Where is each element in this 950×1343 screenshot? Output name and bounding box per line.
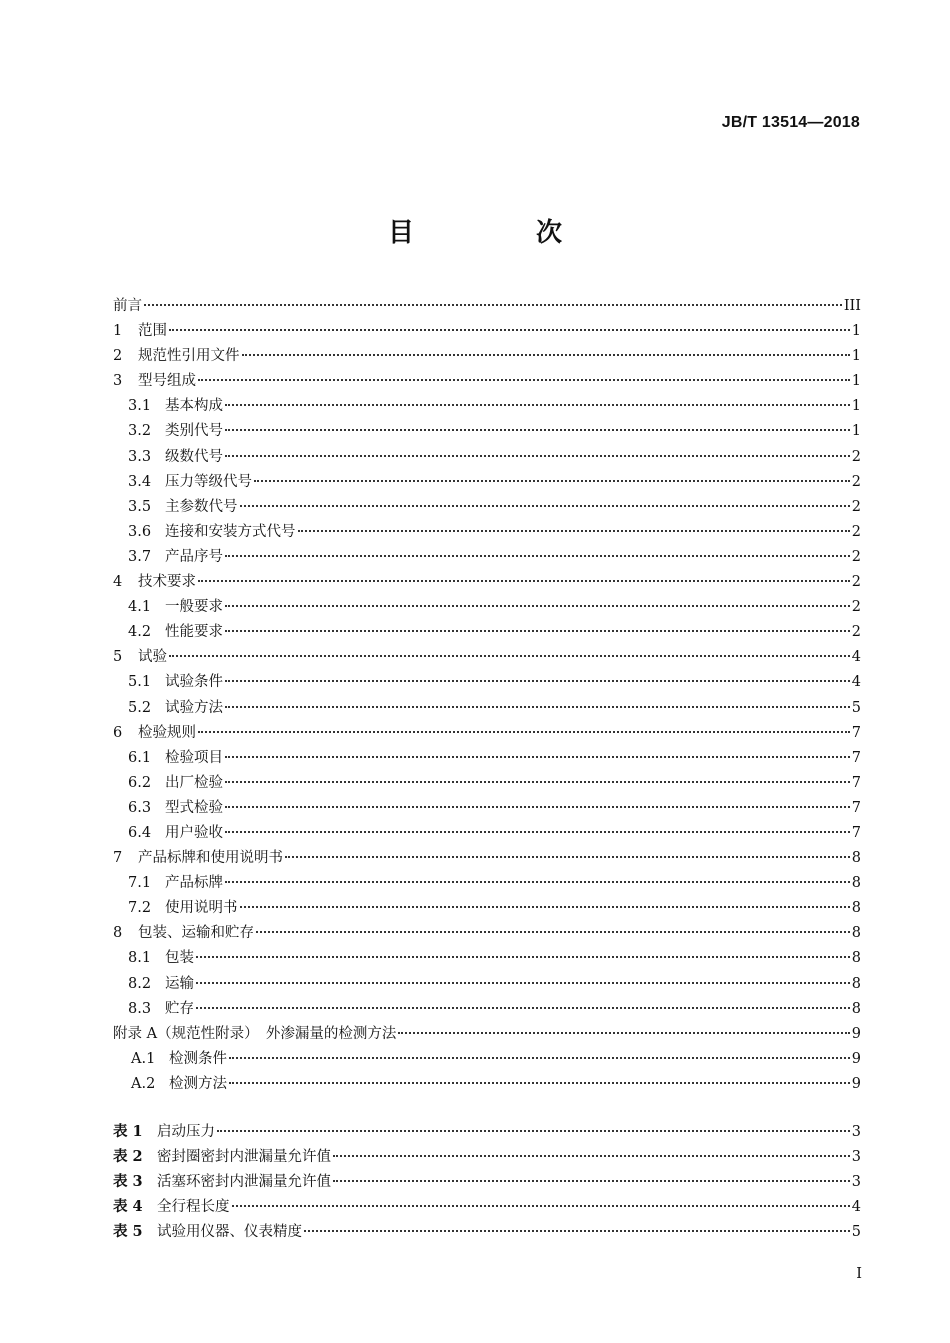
dot-leader (225, 881, 850, 883)
entry-page: 5 (851, 1223, 861, 1240)
entry-page: 4 (851, 674, 861, 691)
toc-entry[interactable] (113, 1072, 861, 1097)
dot-leader (232, 1205, 850, 1207)
toc-entry[interactable] (113, 796, 861, 821)
entry-page: 7 (851, 724, 861, 741)
entry-page: 7 (851, 824, 861, 841)
entry-number: 表 1 (113, 1123, 143, 1140)
entry-page: 8 (851, 975, 861, 992)
entry-page: 1 (851, 323, 861, 340)
dot-leader (240, 505, 850, 507)
entry-page: 3 (851, 1148, 861, 1165)
entry-title: 包装、运输和贮存 (138, 925, 254, 942)
table-entry[interactable] (113, 1120, 861, 1145)
entry-page: 2 (851, 548, 861, 565)
entry-title: 型号组成 (138, 373, 196, 390)
entry-title: 技术要求 (138, 574, 196, 591)
entry-page: 2 (851, 574, 861, 591)
dot-leader (240, 906, 850, 908)
toc-entry[interactable] (113, 696, 861, 721)
entry-page: 2 (851, 473, 861, 490)
entry-page: 3 (851, 1173, 861, 1190)
toc-entry[interactable] (113, 846, 861, 871)
entry-number: 3.5 (128, 498, 152, 515)
entry-page: 8 (851, 900, 861, 917)
toc-entry[interactable] (113, 721, 861, 746)
entry-page: 8 (851, 1000, 861, 1017)
table-of-contents (113, 294, 861, 1097)
entry-number: 2 (113, 348, 123, 365)
dot-leader (254, 480, 850, 482)
entry-number: 表 2 (113, 1147, 143, 1165)
entry-page: 2 (851, 523, 861, 540)
dot-leader (225, 831, 850, 833)
toc-entry[interactable] (113, 1047, 861, 1072)
entry-number: 6.2 (128, 774, 152, 791)
dot-leader (333, 1180, 850, 1182)
toc-entry[interactable] (113, 570, 861, 595)
entry-number: 8 (113, 925, 123, 942)
entry-title: 前言 (113, 298, 142, 314)
entry-number: 4.1 (128, 599, 152, 616)
toc-entry[interactable] (113, 620, 861, 645)
entry-page: 5 (851, 699, 861, 716)
entry-title: 密封圈密封内泄漏量允许值 (157, 1148, 331, 1165)
toc-entry[interactable] (113, 821, 861, 846)
entry-page: 2 (851, 599, 861, 616)
dot-leader (196, 956, 850, 958)
dot-leader (225, 630, 850, 632)
list-of-tables (113, 1120, 861, 1244)
toc-entry[interactable] (113, 871, 861, 896)
entry-page: 8 (851, 875, 861, 892)
entry-number: 4 (113, 574, 123, 591)
dot-leader (217, 1130, 850, 1132)
dot-leader (225, 781, 850, 783)
entry-title: 主参数代号 (165, 498, 238, 515)
entry-page: 4 (851, 1198, 861, 1215)
entry-number: A.1 (131, 1050, 156, 1067)
entry-title: 附录 A（规范性附录） 外渗漏量的检测方法 (113, 1025, 397, 1042)
toc-entry[interactable] (113, 319, 861, 344)
entry-number: 3.7 (128, 548, 152, 565)
toc-entry[interactable] (113, 896, 861, 921)
entry-page: 8 (851, 950, 861, 967)
entry-number: 6 (113, 724, 123, 741)
entry-number: 3.3 (128, 448, 152, 465)
dot-leader (198, 731, 850, 733)
entry-number: 8.3 (128, 1000, 152, 1017)
entry-number: 1 (113, 323, 123, 340)
entry-title: 范围 (138, 323, 167, 340)
entry-number: 6.1 (128, 749, 152, 766)
entry-title: 产品标牌和使用说明书 (138, 850, 283, 867)
toc-entry[interactable] (113, 419, 861, 444)
entry-number: 3.6 (128, 523, 152, 540)
dot-leader (225, 429, 850, 431)
toc-entry[interactable] (113, 972, 861, 997)
entry-number: 3.1 (128, 398, 152, 415)
entry-page: 2 (851, 624, 861, 641)
entry-title: 基本构成 (165, 398, 223, 415)
dot-leader (242, 354, 850, 356)
dot-leader (196, 982, 850, 984)
entry-page: 1 (851, 348, 861, 365)
entry-number: 8.2 (128, 975, 152, 992)
dot-leader (333, 1155, 850, 1157)
entry-title: 规范性引用文件 (138, 348, 240, 365)
entry-number: 3.2 (128, 423, 152, 440)
toc-entry[interactable] (113, 344, 861, 369)
entry-number: 6.3 (128, 799, 152, 816)
entry-title: 使用说明书 (165, 900, 238, 917)
entry-title: 检验规则 (138, 724, 196, 741)
dot-leader (225, 706, 850, 708)
entry-title: 试验 (138, 649, 167, 666)
entry-title: 活塞环密封内泄漏量允许值 (157, 1173, 331, 1190)
toc-entry[interactable] (113, 595, 861, 620)
toc-entry[interactable] (113, 294, 861, 319)
entry-number: 表 4 (113, 1197, 143, 1215)
entry-number: 3.4 (128, 473, 152, 490)
dot-leader (198, 379, 850, 381)
entry-title: 性能要求 (165, 624, 223, 641)
entry-number: 表 3 (113, 1172, 143, 1190)
dot-leader (225, 806, 850, 808)
dot-leader (304, 1230, 850, 1232)
entry-page: 3 (851, 1124, 861, 1140)
page-number: I (856, 1266, 862, 1282)
entry-page: 9 (851, 1050, 861, 1067)
dot-leader (225, 555, 850, 557)
table-entry[interactable] (113, 1145, 861, 1170)
toc-entry[interactable] (113, 997, 861, 1022)
toc-entry[interactable] (113, 445, 861, 470)
toc-entry[interactable] (113, 369, 861, 394)
entry-title: 级数代号 (165, 448, 223, 465)
entry-page: 8 (851, 850, 861, 867)
entry-page: 1 (851, 373, 861, 390)
entry-page: 2 (851, 448, 861, 465)
entry-title: 类别代号 (165, 423, 223, 440)
entry-page: 2 (851, 498, 861, 515)
standard-code: JB/T 13514—2018 (721, 114, 860, 131)
entry-page: III (843, 298, 861, 314)
dot-leader (144, 304, 842, 306)
dot-leader (225, 404, 850, 406)
dot-leader (196, 1007, 850, 1009)
toc-entry[interactable] (113, 771, 861, 796)
dot-leader (225, 756, 850, 758)
toc-entry[interactable] (113, 921, 861, 946)
entry-title: 出厂检验 (165, 774, 223, 791)
entry-number: 5.2 (128, 699, 152, 716)
entry-title: 产品标牌 (165, 875, 223, 892)
entry-page: 7 (851, 749, 861, 766)
entry-title: 试验方法 (165, 699, 223, 716)
toc-entry[interactable] (113, 645, 861, 670)
dot-leader (169, 655, 850, 657)
table-entry[interactable] (113, 1170, 861, 1195)
dot-leader (285, 856, 850, 858)
entry-number: A.2 (131, 1075, 156, 1092)
entry-title: 启动压力 (157, 1124, 215, 1140)
entry-title: 检验项目 (165, 749, 223, 766)
toc-entry[interactable] (113, 670, 861, 695)
toc-entry[interactable] (113, 545, 861, 570)
entry-page: 7 (851, 774, 861, 791)
dot-leader (298, 530, 850, 532)
entry-number: 表 5 (113, 1222, 143, 1240)
entry-number: 4.2 (128, 624, 152, 641)
entry-number: 3 (113, 373, 123, 390)
entry-page: 1 (851, 423, 861, 440)
entry-title: 检测方法 (169, 1075, 227, 1092)
entry-number: 7 (113, 850, 123, 867)
toc-entry[interactable] (113, 1022, 861, 1047)
entry-title: 用户验收 (165, 824, 223, 841)
entry-number: 5.1 (128, 674, 152, 691)
dot-leader (229, 1082, 850, 1084)
entry-title: 连接和安装方式代号 (165, 523, 296, 540)
entry-title: 试验条件 (165, 674, 223, 691)
entry-number: 7.2 (128, 900, 152, 917)
table-entry[interactable] (113, 1220, 861, 1245)
entry-number: 7.1 (128, 875, 152, 892)
entry-title: 试验用仪器、仪表精度 (157, 1223, 302, 1240)
entry-number: 5 (113, 649, 123, 666)
dot-leader (169, 329, 850, 331)
dot-leader (225, 605, 850, 607)
toc-title: 目 次 (387, 218, 610, 248)
dot-leader (256, 931, 850, 933)
toc-entry[interactable] (113, 520, 861, 545)
entry-page: 9 (851, 1025, 861, 1042)
entry-page: 7 (851, 799, 861, 816)
dot-leader (198, 580, 850, 582)
entry-page: 9 (851, 1075, 861, 1092)
entry-number: 6.4 (128, 824, 152, 841)
entry-title: 压力等级代号 (165, 473, 252, 490)
entry-title: 产品序号 (165, 548, 223, 565)
toc-entry[interactable] (113, 394, 861, 419)
dot-leader (225, 455, 850, 457)
dot-leader (398, 1032, 849, 1034)
toc-entry[interactable] (113, 470, 861, 495)
entry-title: 全行程长度 (157, 1198, 230, 1215)
entry-page: 4 (851, 649, 861, 666)
entry-title: 贮存 (165, 1000, 194, 1017)
entry-title: 型式检验 (165, 799, 223, 816)
entry-page: 8 (851, 925, 861, 942)
table-entry[interactable] (113, 1195, 861, 1220)
entry-number: 8.1 (128, 950, 152, 967)
entry-title: 包装 (165, 950, 194, 967)
toc-entry[interactable] (113, 946, 861, 971)
dot-leader (225, 680, 850, 682)
entry-title: 检测条件 (169, 1050, 227, 1067)
dot-leader (229, 1057, 850, 1059)
entry-title: 运输 (165, 975, 194, 992)
toc-entry[interactable] (113, 495, 861, 520)
toc-entry[interactable] (113, 746, 861, 771)
entry-page: 1 (851, 398, 861, 415)
entry-title: 一般要求 (165, 599, 223, 616)
